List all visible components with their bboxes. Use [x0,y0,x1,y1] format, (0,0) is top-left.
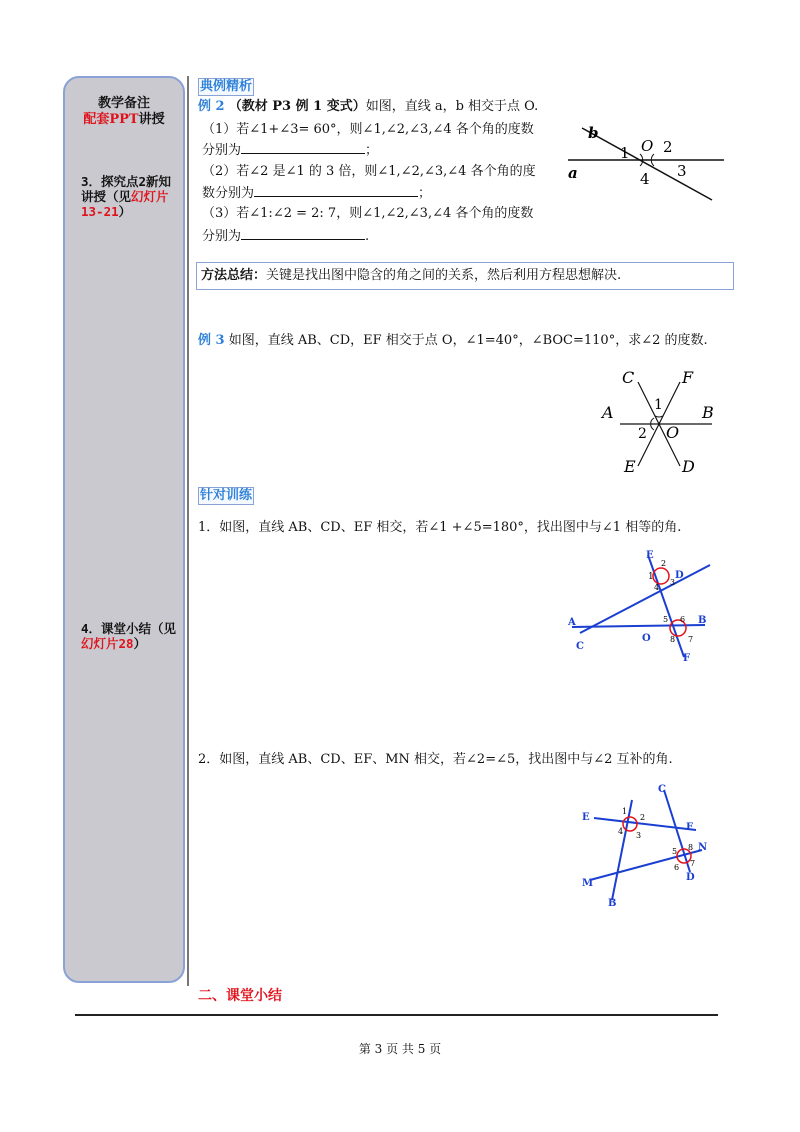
angle-label-4: 4 [654,583,660,592]
angle-label-3: 3 [677,162,687,180]
angle-label-5: 5 [672,847,678,856]
angle-label-8: 8 [688,843,694,852]
label-B: B [702,403,714,422]
problem1-figure [560,545,710,665]
sidebar-block-3-suffix: ） [118,204,132,219]
label-O: O [641,137,654,155]
method-label: 方法总结： [201,268,267,283]
sidebar-block-4-suffix: ） [133,636,147,651]
heading-class-summary: 二、课堂小结 [198,988,282,1004]
angle-arc [655,416,663,417]
label-C: C [576,641,584,652]
example2-q1-end: ； [365,143,379,158]
label-O: O [666,423,680,442]
example2-q1-line1: （1）若∠1+∠3= 60°，则∠1,∠2,∠3,∠4 各个角的度数 [202,122,534,137]
example2-label: 例 2 [198,99,225,114]
problem2-figure [578,780,713,910]
angle-label-1: 1 [654,397,663,413]
angle-label-4: 4 [618,827,624,836]
label-E: E [582,812,590,823]
label-M: M [582,878,594,889]
heading-examples: 典例精析 [200,79,253,94]
example2-q1-prefix: 分别为 [202,143,242,158]
label-N: N [698,842,708,853]
sidebar-subtitle-red: 配套PPT [83,112,139,127]
angle-label-2: 2 [638,426,647,442]
heading-training: 针对训练 [200,488,253,503]
angle-label-2: 2 [661,559,667,568]
example2-intro [198,98,538,116]
angle-label-4: 4 [640,170,650,188]
example2-q2-line2 [202,184,431,203]
example2-q3-line2 [202,227,369,246]
example3-text [198,332,708,350]
label-O: O [642,633,651,644]
method-text: 关键是找出图中隐含的角之间的关系，然后利用方程思想解决. [266,268,622,283]
label-F: F [682,368,694,387]
method-summary-box [196,262,734,290]
label-E: E [646,550,654,561]
angle-label-5: 5 [663,615,669,624]
label-C: C [622,368,635,387]
sidebar-block-3 [81,174,181,219]
example2-q2-prefix: 数分别为 [202,186,255,201]
problem2-text: 2．如图，直线 AB、CD、EF、MN 相交，若∠2=∠5，找出图中与∠2 互补的角. [198,752,673,767]
angle-label-1: 1 [622,807,628,816]
sidebar-block-3-prefix: 3．探究点2新知讲授（见 [81,174,172,204]
example2-source: （教材 P3 例 1 变式） [228,99,366,114]
sidebar-block-4-prefix: 4．课堂小结（见 [81,621,177,636]
label-F: F [683,653,691,664]
angle-label-7: 7 [690,859,696,868]
angle-label-3: 3 [636,831,642,840]
label-D: D [682,457,695,476]
label-b: b [588,124,599,142]
sidebar-block-3-link: 幻灯片13-21 [81,189,169,219]
column-divider [187,76,189,986]
label-A: A [568,617,576,628]
sidebar-title: 教学备注 [97,96,150,111]
example3-body: 如图，直线 AB、CD，EF 相交于点 O，∠1=40°，∠BOC=110°，求∠2 的度数. [228,333,708,348]
footer-divider [75,1014,718,1016]
example2-q2-line1: （2）若∠2 是∠1 的 3 倍，则∠1,∠2,∠3,∠4 各个角的度 [202,164,536,179]
angle-label-6: 6 [674,863,680,872]
example2-figure [560,118,720,208]
angle-label-1: 1 [620,144,630,162]
sidebar-block-4 [81,621,181,651]
answer-blank-3[interactable] [241,227,365,240]
sidebar-block-4-link: 幻灯片28 [81,636,134,651]
example2-q3-line1: （3）若∠1:∠2 = 2: 7，则∠1,∠2,∠3,∠4 各个角的度数 [202,206,534,221]
example2-q2-end: ； [418,186,432,201]
label-B: B [698,615,707,626]
label-F: F [686,822,694,833]
answer-blank-1[interactable] [241,141,365,154]
angle-label-2: 2 [640,813,646,822]
example2-q3-prefix: 分别为 [202,229,242,244]
sidebar-subtitle-rest: 讲授 [138,112,165,127]
page-number: 第 3 页 共 5 页 [358,1042,442,1056]
label-B: B [608,898,617,909]
label-E: E [624,457,636,476]
problem1-text: 1．如图，直线 AB、CD、EF 相交，若∠1 +∠5=180°，找出图中与∠1 相等的角. [198,520,682,535]
label-D: D [675,570,684,581]
example2-text: 如图，直线 a，b 相交于点 O. [365,99,539,114]
angle-label-2: 2 [663,138,673,156]
angle-label-3: 3 [670,578,676,587]
line-CD [580,565,710,633]
angle-label-6: 6 [680,615,686,624]
example3-figure [600,368,718,476]
angle-label-1: 1 [648,572,654,582]
label-a: a [568,164,578,182]
answer-blank-2[interactable] [254,184,418,197]
angle-circle-top [623,817,637,831]
example3-label: 例 3 [198,333,225,348]
teaching-notes-sidebar [63,76,185,983]
label-D: D [686,872,695,883]
angle-label-7: 7 [688,635,694,644]
label-C: C [658,784,666,795]
example2-q3-end: . [365,229,370,244]
angle-label-8: 8 [670,635,676,644]
label-A: A [602,403,614,422]
example2-q1-line2 [202,141,378,160]
sidebar-subtitle [65,108,183,127]
